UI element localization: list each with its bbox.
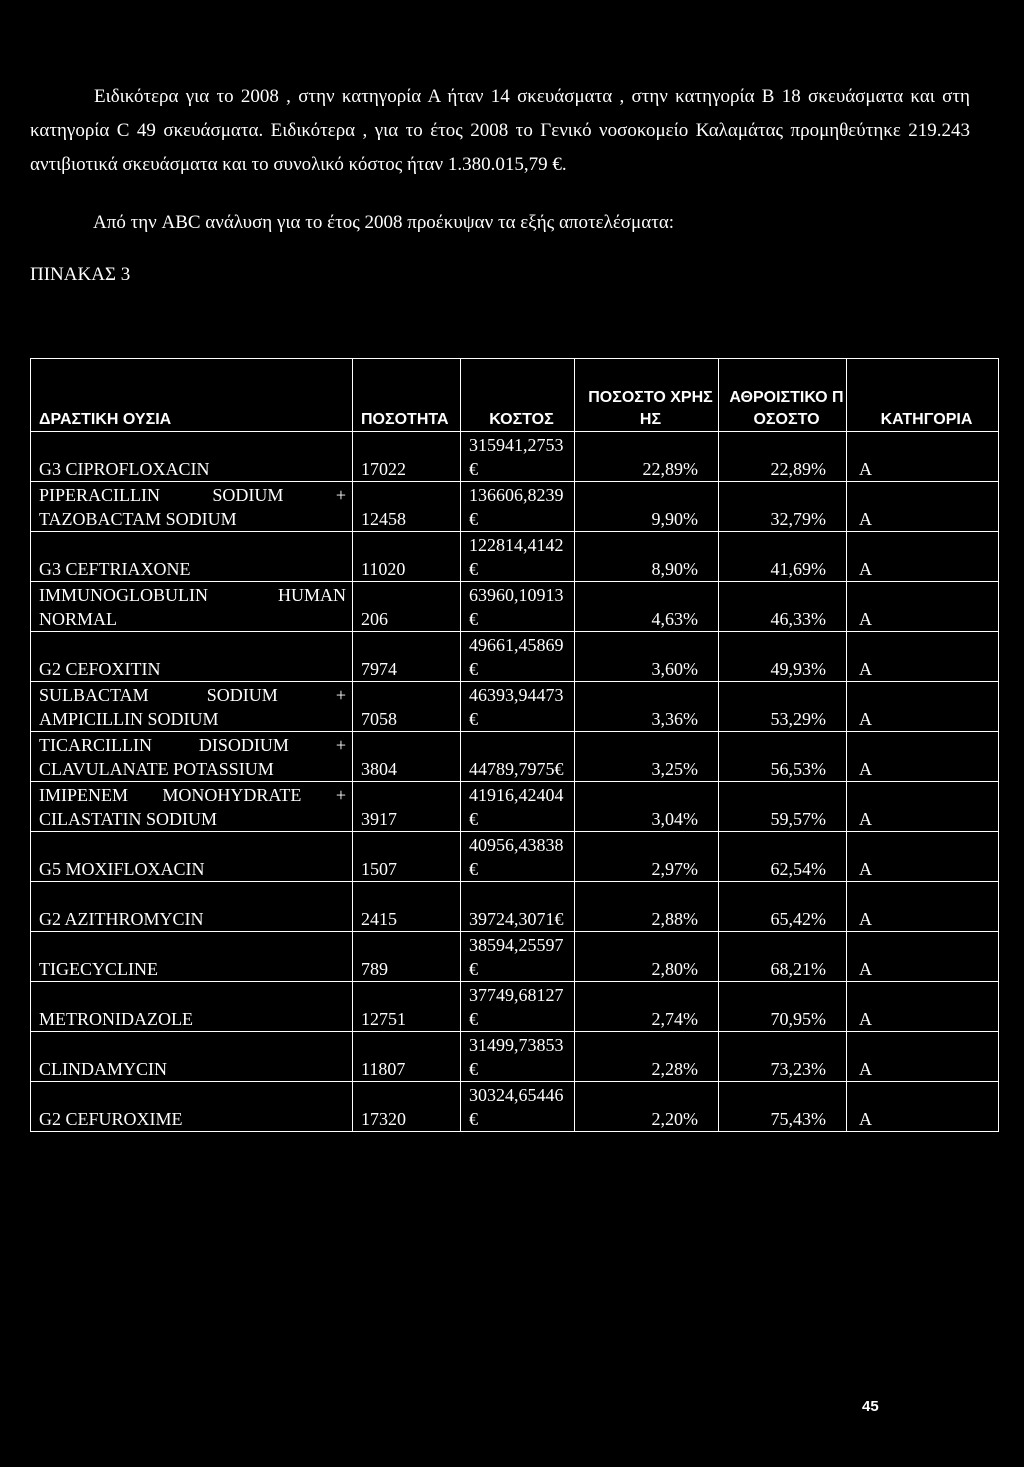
cell-cumulative-percentage: 75,43% xyxy=(719,1082,847,1132)
cell-cumulative-percentage: 41,69% xyxy=(719,532,847,582)
cell-category: A xyxy=(847,682,999,732)
cell-cost: 136606,8239€ xyxy=(461,482,575,532)
cell-usage-percentage: 2,74% xyxy=(575,982,719,1032)
page-number: 45 xyxy=(862,1398,879,1415)
cell-category: A xyxy=(847,632,999,682)
cell-cost: 38594,25597€ xyxy=(461,932,575,982)
cell-category: A xyxy=(847,1082,999,1132)
cell-cost: 49661,45869€ xyxy=(461,632,575,682)
table-row xyxy=(31,732,999,782)
cell-cost: 122814,4142€ xyxy=(461,532,575,582)
cell-usage-percentage: 2,97% xyxy=(575,832,719,882)
cell-cumulative-percentage: 65,42% xyxy=(719,882,847,932)
cell-cost: 315941,2753€ xyxy=(461,432,575,482)
table-row xyxy=(31,932,999,982)
cell-quantity: 11020 xyxy=(353,532,461,582)
header-cumulative-percentage: ΑΘΡΟΙΣΤΙΚΟ ΠΟΣΟΣΤΟ xyxy=(719,359,847,432)
cell-substance: G3 CIPROFLOXACIN xyxy=(31,432,353,482)
cell-quantity: 12458 xyxy=(353,482,461,532)
cell-usage-percentage: 8,90% xyxy=(575,532,719,582)
cell-usage-percentage: 3,25% xyxy=(575,732,719,782)
cell-usage-percentage: 4,63% xyxy=(575,582,719,632)
table-row xyxy=(31,832,999,882)
header-cost: ΚΟΣΤΟΣ xyxy=(461,359,575,432)
cell-category: A xyxy=(847,432,999,482)
cell-cumulative-percentage: 49,93% xyxy=(719,632,847,682)
cell-category: A xyxy=(847,1032,999,1082)
cell-usage-percentage: 2,80% xyxy=(575,932,719,982)
cell-substance: TICARCILLIN DISODIUM + CLAVULANATE POTASSIUM xyxy=(31,732,353,782)
cell-usage-percentage: 3,60% xyxy=(575,632,719,682)
cell-category: A xyxy=(847,932,999,982)
cell-substance: G3 CEFTRIAXONE xyxy=(31,532,353,582)
cell-quantity: 11807 xyxy=(353,1032,461,1082)
cell-category: A xyxy=(847,782,999,832)
cell-quantity: 2415 xyxy=(353,882,461,932)
cell-usage-percentage: 3,04% xyxy=(575,782,719,832)
intro-paragraph: Ειδικότερα για το 2008 , στην κατηγορία Α ήταν 14 σκευάσματα , στην κατηγορία Β 18 σκευάσματα και στη κατηγορία C 49 σκευάσματα. Ειδικότερα , για το έτος 2008 το Γενικό νοσοκομείο Καλαμάτας προμηθεύτηκε 219.243 αντιβιοτικά σκευάσματα και το συνολικό κόστος ήταν 1.380.015,79 €. xyxy=(30,86,970,175)
cell-cost: 30324,65446€ xyxy=(461,1082,575,1132)
cell-quantity: 12751 xyxy=(353,982,461,1032)
cell-cumulative-percentage: 56,53% xyxy=(719,732,847,782)
cell-category: A xyxy=(847,982,999,1032)
cell-substance: G5 MOXIFLOXACIN xyxy=(31,832,353,882)
table-row xyxy=(31,1032,999,1082)
cell-usage-percentage: 22,89% xyxy=(575,432,719,482)
header-quantity: ΠΟΣΟΤΗΤΑ xyxy=(353,359,461,432)
cell-quantity: 206 xyxy=(353,582,461,632)
cell-quantity: 17022 xyxy=(353,432,461,482)
cell-category: A xyxy=(847,532,999,582)
cell-category: A xyxy=(847,882,999,932)
table-row xyxy=(31,882,999,932)
cell-cumulative-percentage: 59,57% xyxy=(719,782,847,832)
cell-category: A xyxy=(847,832,999,882)
cell-substance: G2 CEFUROXIME xyxy=(31,1082,353,1132)
table-row xyxy=(31,532,999,582)
cell-substance: CLINDAMYCIN xyxy=(31,1032,353,1082)
cell-usage-percentage: 2,20% xyxy=(575,1082,719,1132)
table-row xyxy=(31,782,999,832)
cell-cumulative-percentage: 62,54% xyxy=(719,832,847,882)
header-category: ΚΑΤΗΓΟΡΙΑ xyxy=(847,359,999,432)
cell-cumulative-percentage: 68,21% xyxy=(719,932,847,982)
abc-analysis-paragraph: Από την ABC ανάλυση για το έτος 2008 προέκυψαν τα εξής αποτελέσματα: xyxy=(93,212,675,233)
cell-substance: TIGECYCLINE xyxy=(31,932,353,982)
cell-cumulative-percentage: 22,89% xyxy=(719,432,847,482)
cell-substance: PIPERACILLIN SODIUM + TAZOBACTAM SODIUM xyxy=(31,482,353,532)
header-usage-percentage: ΠΟΣΟΣΤΟ ΧΡΗΣΗΣ xyxy=(575,359,719,432)
cell-substance: G2 AZITHROMYCIN xyxy=(31,882,353,932)
cell-cost: 41916,42404€ xyxy=(461,782,575,832)
cell-cost: 63960,10913€ xyxy=(461,582,575,632)
cell-cost: 44789,7975€ xyxy=(461,732,575,782)
cell-substance: IMIPENEM MONOHYDRATE + CILASTATIN SODIUM xyxy=(31,782,353,832)
cell-cost: 39724,3071€ xyxy=(461,882,575,932)
cell-quantity: 1507 xyxy=(353,832,461,882)
cell-substance: METRONIDAZOLE xyxy=(31,982,353,1032)
cell-quantity: 7974 xyxy=(353,632,461,682)
cell-usage-percentage: 2,28% xyxy=(575,1032,719,1082)
cell-category: A xyxy=(847,582,999,632)
cell-cumulative-percentage: 46,33% xyxy=(719,582,847,632)
cell-category: A xyxy=(847,732,999,782)
cell-substance: IMMUNOGLOBULIN HUMAN NORMAL xyxy=(31,582,353,632)
table-row xyxy=(31,682,999,732)
table-row xyxy=(31,1082,999,1132)
cell-usage-percentage: 9,90% xyxy=(575,482,719,532)
cell-cost: 31499,73853€ xyxy=(461,1032,575,1082)
table-row xyxy=(31,632,999,682)
cell-cumulative-percentage: 70,95% xyxy=(719,982,847,1032)
cell-cumulative-percentage: 53,29% xyxy=(719,682,847,732)
cell-usage-percentage: 2,88% xyxy=(575,882,719,932)
abc-analysis-table xyxy=(30,358,999,1132)
cell-quantity: 789 xyxy=(353,932,461,982)
table-body xyxy=(31,432,999,1132)
table-title: ΠΙΝΑΚΑΣ 3 xyxy=(30,264,131,285)
cell-substance: G2 CEFOXITIN xyxy=(31,632,353,682)
cell-substance: SULBACTAM SODIUM + AMPICILLIN SODIUM xyxy=(31,682,353,732)
table-row xyxy=(31,582,999,632)
cell-category: A xyxy=(847,482,999,532)
table-row xyxy=(31,432,999,482)
cell-usage-percentage: 3,36% xyxy=(575,682,719,732)
cell-cumulative-percentage: 73,23% xyxy=(719,1032,847,1082)
cell-cost: 37749,68127€ xyxy=(461,982,575,1032)
cell-quantity: 7058 xyxy=(353,682,461,732)
cell-quantity: 3917 xyxy=(353,782,461,832)
cell-quantity: 17320 xyxy=(353,1082,461,1132)
table-row xyxy=(31,482,999,532)
cell-cost: 46393,94473€ xyxy=(461,682,575,732)
cell-cost: 40956,43838€ xyxy=(461,832,575,882)
cell-cumulative-percentage: 32,79% xyxy=(719,482,847,532)
cell-quantity: 3804 xyxy=(353,732,461,782)
table-row xyxy=(31,982,999,1032)
header-substance: ΔΡΑΣΤΙΚΗ ΟΥΣΙΑ xyxy=(31,359,353,432)
table-header-row xyxy=(31,359,999,432)
